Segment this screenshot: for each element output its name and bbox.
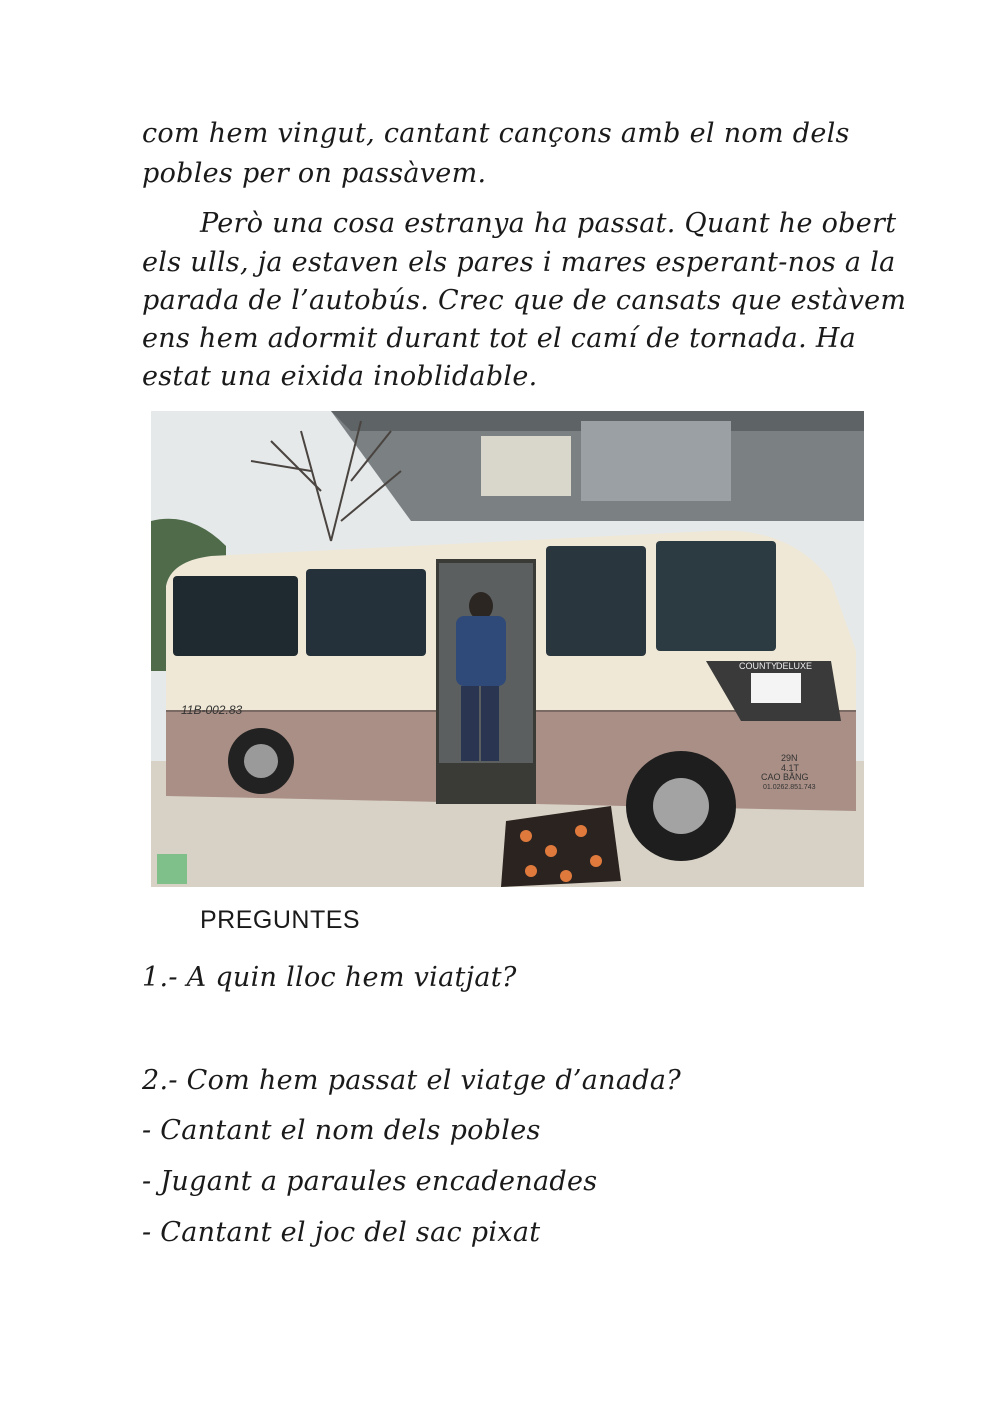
bus-rear-text: 4.1T bbox=[781, 763, 800, 773]
bus-photo bbox=[151, 411, 864, 887]
answer-option[interactable]: - Cantant el joc del sac pixat bbox=[142, 1217, 541, 1248]
answer-option[interactable]: - Jugant a paraules encadenades bbox=[142, 1166, 598, 1197]
text-line: estat una eixida inoblidable. bbox=[142, 361, 538, 392]
bus-side-text: COUNTY bbox=[739, 661, 777, 671]
text-line: pobles per on passàvem. bbox=[142, 158, 487, 189]
text-line: parada de l’autobús. Crec que de cansats que estàvem bbox=[142, 285, 907, 316]
text-line: Però una cosa estranya ha passat. Quant he obert bbox=[200, 208, 897, 239]
bus-rear-text: 01.0262.851.743 bbox=[763, 784, 816, 791]
text-line: ens hem adormit durant tot el camí de tornada. Ha bbox=[142, 323, 857, 354]
text-line: com hem vingut, cantant cançons amb el nom dels bbox=[142, 118, 850, 149]
question-2: 2.- Com hem passat el viatge d’anada? bbox=[142, 1065, 682, 1096]
bus-rear-text: CAO BẰNG bbox=[761, 772, 809, 782]
bus-plate: 11B-002.83 bbox=[181, 703, 243, 717]
question-1: 1.- A quin lloc hem viatjat? bbox=[142, 962, 517, 993]
questions-heading: PREGUNTES bbox=[200, 906, 361, 934]
bus-side-text: DELUXE bbox=[776, 661, 813, 671]
answer-option[interactable]: - Cantant el nom dels pobles bbox=[142, 1115, 541, 1146]
bus-rear-text: 29N bbox=[781, 753, 798, 763]
text-line: els ulls, ja estaven els pares i mares esperant-nos a la bbox=[142, 247, 896, 278]
